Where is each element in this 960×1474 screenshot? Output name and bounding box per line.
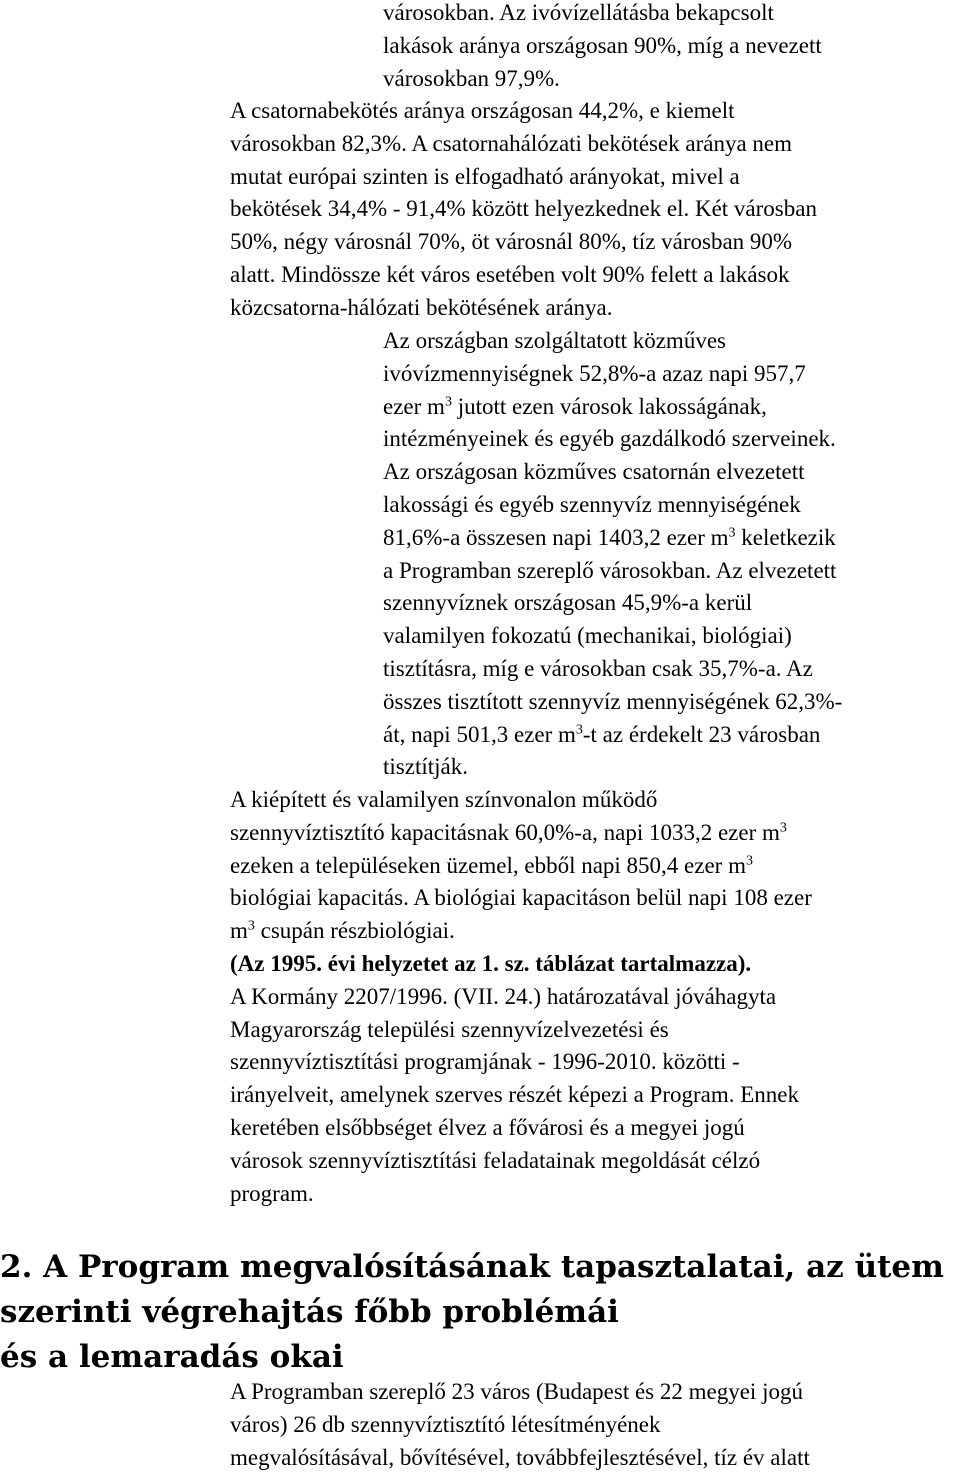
text-line [230,915,812,948]
text-line: város) 26 db szennyvíztisztító létesítményének [230,1411,661,1437]
text-segment: ezer m [383,393,445,419]
text-line: A Kormány 2207/1996. (VII. 24.) határozatával jóváhagyta [230,983,777,1009]
heading-line: 2. A Program megvalósításának tapasztalatai, az ütem [0,1249,944,1285]
text-line: A Programban szereplő 23 város (Budapest és 22 megyei jogú [230,1379,803,1404]
section-heading [0,1245,944,1380]
text-line: lakossági és egyéb szennyvíz mennyiségének [383,491,801,517]
heading-line: és a lemaradás okai [0,1339,344,1375]
text-line: a Programban szereplő városokban. Az elvezetett [383,557,837,583]
text-segment: át, napi 501,3 ezer m [383,721,576,747]
superscript: 3 [575,721,583,737]
text-line: közcsatorna-hálózati bekötésének aránya. [230,294,613,320]
text-line: városokban. Az ivóvízellátásba bekapcsolt [383,0,774,25]
text-line: biológiai kapacitás. A biológiai kapacitáson belül napi 108 ezer [230,885,812,911]
text-line: tisztítják. [383,754,468,780]
paragraph-treatment-capacity [230,784,812,1210]
text-segment: m [230,918,248,944]
text-line: valamilyen fokozatú (mechanikai, biológiai) [383,623,792,649]
text-segment: jutott ezen városok lakosságának, [451,393,767,419]
text-line: intézményeinek és egyéb gazdálkodó szerveinek. [383,426,836,452]
text-line [230,850,812,883]
text-line: irányelveit, amelynek szerves részét képezi a Program. Ennek [230,1082,800,1108]
paragraph-sewer-connection [230,95,817,325]
text-line: összes tisztított szennyvíz mennyiségének 62,3%- [383,688,843,714]
paragraph-program-scope [230,1376,810,1474]
heading-line: szerinti végrehajtás főbb problémái [0,1294,619,1330]
paragraph-water-connection [383,0,822,95]
text-segment: 81,6%-a összesen napi 1403,2 ezer m [383,524,729,550]
text-line: Az országban szolgáltatott közműves [383,328,726,353]
text-line: városokban 97,9%. [383,65,560,91]
text-segment: ezeken a településeken üzemel, ebből napi 850,4 ezer m [230,852,746,878]
superscript: 3 [444,393,452,409]
text-line: keretében elsőbbséget élvez a fővárosi és a megyei jogú [230,1114,745,1140]
text-line: szennyvíztisztítási programjának - 1996-2010. közötti - [230,1049,740,1075]
text-line: 50%, négy városnál 70%, öt városnál 80%, tíz városban 90% [230,229,793,255]
text-segment: keletkezik [735,524,836,550]
text-line [383,391,842,424]
text-line: ivóvízmennyiségnek 52,8%-a azaz napi 957,7 [383,360,806,386]
text-line [230,817,812,850]
superscript: 3 [728,525,736,541]
table-reference-note: (Az 1995. évi helyzetet az 1. sz. táblázat tartalmazza). [230,950,752,976]
text-line: alatt. Mindössze két város esetében volt 90% felett a lakások [230,261,790,287]
text-line: szennyvíznek országosan 45,9%-a kerül [383,590,753,616]
text-segment: -t az érdekelt 23 városban [582,721,821,747]
text-line: városokban 82,3%. A csatornahálózati bekötések aránya nem [230,130,793,156]
text-line: A kiépített és valamilyen színvonalon működő [230,787,658,812]
text-line: tisztításra, míg e városokban csak 35,7%-a. Az [383,655,813,681]
text-segment: csupán részbiológiai. [254,918,455,944]
text-line: program. [230,1180,314,1206]
text-line [383,522,842,555]
text-line: Az országosan közműves csatornán elvezetett [383,459,805,485]
superscript: 3 [247,918,255,934]
text-line: A csatornabekötés aránya országosan 44,2%, e kiemelt [230,98,735,123]
text-line: megvalósításával, bővítésével, továbbfejlesztésével, tíz év alatt [230,1444,810,1470]
text-line: városok szennyvíztisztítási feladatainak megoldását célzó [230,1147,761,1173]
text-line: bekötések 34,4% - 91,4% között helyezkednek el. Két városban [230,196,817,222]
superscript: 3 [779,820,787,836]
paragraph-water-quantity [383,325,842,784]
text-segment: szennyvíztisztító kapacitásnak 60,0%-a, napi 1033,2 ezer m [230,819,780,845]
superscript: 3 [745,852,753,868]
text-line: Magyarország települési szennyvízelvezetési és [230,1016,669,1042]
text-line: mutat európai szinten is elfogadható arányokat, mivel a [230,163,740,189]
text-line: lakások aránya országosan 90%, míg a nevezett [383,32,822,58]
text-line [383,719,842,752]
